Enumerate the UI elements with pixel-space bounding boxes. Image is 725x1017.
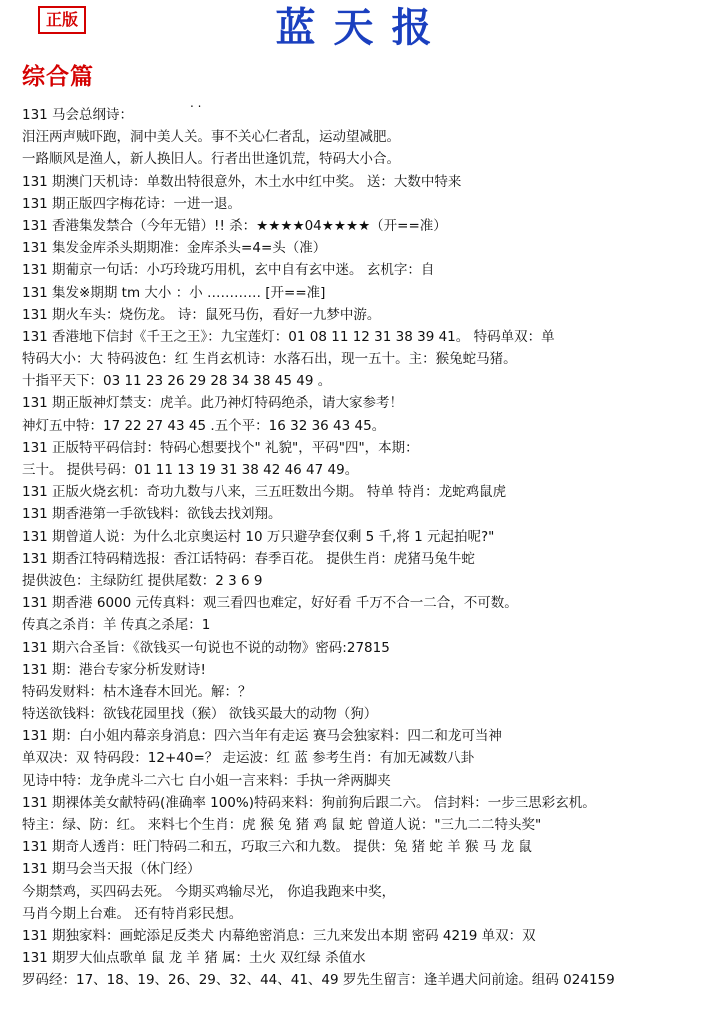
content-line: 131 期裸体美女献特码(准确率 100%)特码来料：狗前狗后跟二六。 信封料：一步三思彩玄机。 xyxy=(22,794,596,811)
content-line: 131 期火车头：烧伤龙。 诗：鼠死马伤，看好一九梦中游。 xyxy=(22,306,381,323)
content-line: 131 期香港第一手欲钱料：欲钱去找刘翔。 xyxy=(22,506,282,523)
content-line: 特送欲钱料：欲钱花园里找（猴） 欲钱买最大的动物（狗） xyxy=(22,706,378,723)
content-line: 131 香港集发禁合（今年无错）!! 杀：★★★★04★★★★（开==准） xyxy=(22,217,447,234)
content-line: 一路顺风是渔人，新人换旧人。行者出世逢饥荒，特码大小合。 xyxy=(22,151,400,168)
content-line: 131 集发※期期 tm 大小 ：小 ………… [开==准] xyxy=(22,284,326,301)
content-line: 三十。 提供号码：01 11 13 19 31 38 42 46 47 49。 xyxy=(22,462,359,478)
content-line: 特主：绿、防：红。 来料七个生肖：虎 猴 兔 猪 鸡 鼠 蛇 曾道人说："三九二二特头奖" xyxy=(22,817,542,833)
content-line: 131 正版特平码信封：特码心想要找个" 礼貌"，平码"四"，本期： xyxy=(22,439,419,456)
content-line: 单双决：双 特码段：12+40=？ 走运波：红 蓝 参考生肖：有加无减数八卦 xyxy=(22,750,475,767)
content-line: 131 期澳门天机诗：单数出特很意外，木土水中红中奖。 送：大数中特来 xyxy=(22,173,462,190)
content-line: 131 马会总纲诗： xyxy=(22,107,134,123)
content-line: 131 期奇人透肖：旺门特码二和五，巧取三六和九数。 提供：兔 猪 蛇 羊 猴 马 龙 鼠 xyxy=(22,839,532,856)
newspaper-title: 蓝天报 xyxy=(275,4,450,51)
content-line: 见诗中特：龙争虎斗二六七 白小姐一言来料：手执一斧两脚夹 xyxy=(22,772,391,789)
content-line: 131 期：港台专家分析发财诗! xyxy=(22,661,206,678)
content-line: 131 期罗大仙点歌单 鼠 龙 羊 猪 属：土火 双红绿 杀值水 xyxy=(22,950,366,967)
content-line: 131 集发金库杀头期期准：金库杀头=4=头（准） xyxy=(22,240,327,257)
content-line: 今期禁鸡，买四码去死。 今期买鸡输尽光， 你追我跑来中奖， xyxy=(22,883,396,900)
content-line: 131 期香江特码精选报：香江话特码：春季百花。 提供生肖：虎猪马兔牛蛇 xyxy=(22,550,475,567)
content-line: 131 香港地下信封《千王之王》：九宝莲灯：01 08 11 12 31 38 39 41。 特码单双：单 xyxy=(22,328,555,345)
content-line: 马肖今期上台难。 还有特肖彩民想。 xyxy=(22,905,243,922)
content-line: 131 正版火烧玄机：奇功九数与八来，三五旺数出今期。 特单 特肖：龙蛇鸡鼠虎 xyxy=(22,484,507,501)
content-line: 泪汪两声贼吓跑，洞中美人关。事不关心仁者乱，运动望减肥。 xyxy=(22,129,400,146)
section-heading: 综合篇 xyxy=(22,63,94,90)
content-line: 131 期葡京一句话：小巧玲珑巧用机，玄中自有玄中迷。 玄机字：自 xyxy=(22,262,435,279)
content-line: 131 期独家料：画蛇添足反类犬 内幕绝密消息：三九来发出本期 密码 4219 单双：双 xyxy=(22,927,536,944)
content-line: 131 期正版四字梅花诗：一进一退。 xyxy=(22,195,242,212)
content-line: 131 期六合圣旨：《欲钱买一句说也不说的动物》密码:27815 xyxy=(22,639,390,656)
content-line: 罗码经：17、18、19、26、29、32、44、41、49 罗先生留言：逢羊遇犬问前途。组码 024159 xyxy=(22,972,615,989)
content-line: 131 期正版神灯禁支：虎羊。此乃神灯特码绝杀，请大家参考！ xyxy=(22,395,404,412)
content-line: 131 期曾道人说：为什么北京奥运村 10 万只避孕套仅剩 5 千,将 1 元起拍呢?" xyxy=(22,528,495,545)
content-line: 十指平天下：03 11 23 26 29 28 34 38 45 49 。 xyxy=(22,373,332,390)
content-line: 提供波色：主绿防红 提供尾数：2 3 6 9 xyxy=(22,572,263,589)
decorative-dots: . . xyxy=(190,96,202,110)
content-line: 131 期：白小姐内幕亲身消息：四六当年有走运 赛马会独家料：四二和龙可当神 xyxy=(22,728,502,745)
content-line: 131 期马会当天报（休门经） xyxy=(22,861,201,878)
content-line: 131 期香港 6000 元传真料：观三看四也难定，好好看 千万不合一二合，不可数。 xyxy=(22,595,518,612)
content-line: 特码大小：大 特码波色：红 生肖玄机诗：水落石出，现一五十。主：猴兔蛇马猪。 xyxy=(22,351,517,368)
content-body xyxy=(22,104,712,992)
content-line: 特码发财料：枯木逢春木回光。解：？ xyxy=(22,683,252,700)
edition-badge: 正版 xyxy=(38,6,86,34)
content-line: 神灯五中特：17 22 27 43 45 .五个平：16 32 36 43 45。 xyxy=(22,417,386,434)
content-line: 传真之杀肖：羊 传真之杀尾：1 xyxy=(22,617,211,634)
